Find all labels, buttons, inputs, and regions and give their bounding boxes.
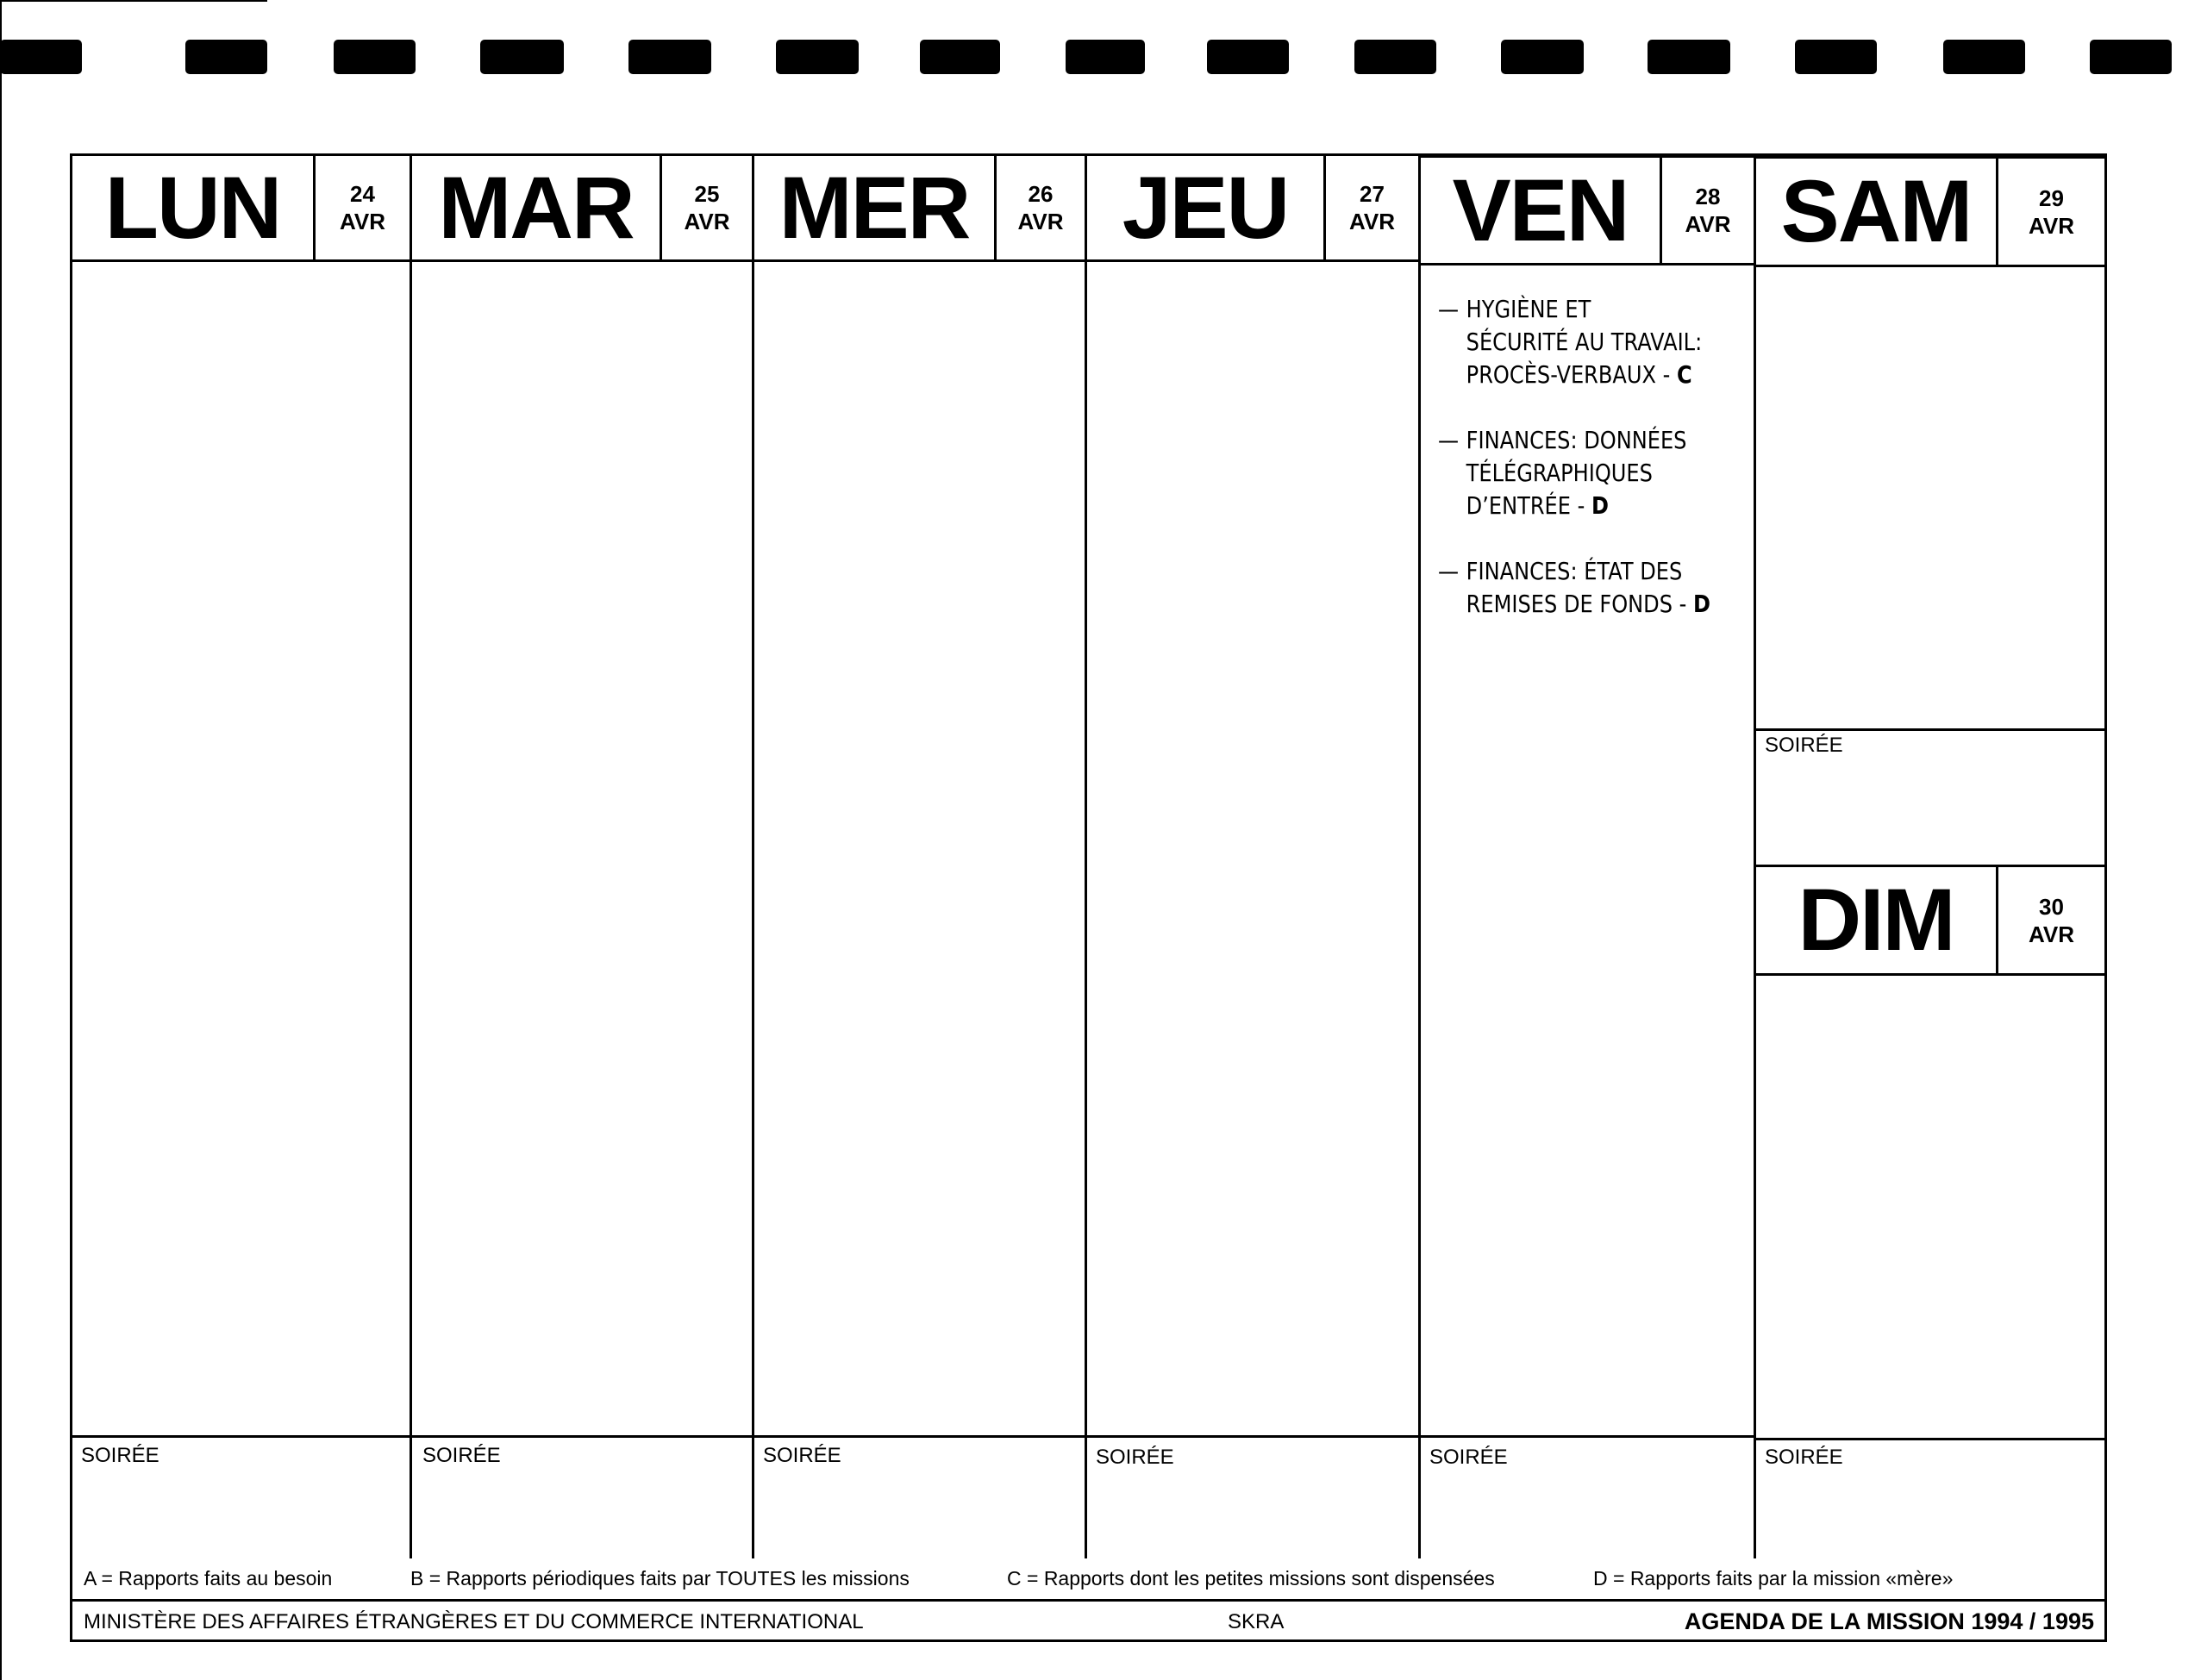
punch-hole: [1354, 40, 1436, 74]
day-number: 26: [1028, 181, 1054, 207]
note-line: PROCÈS-VERBAUX -: [1466, 360, 1671, 389]
punch-hole: [628, 40, 711, 74]
note-code: C: [1677, 360, 1692, 389]
day-date: [316, 156, 410, 259]
day-header-sunday: [1754, 865, 2107, 976]
punch-hole: [480, 40, 564, 74]
punch-hole: [920, 40, 1000, 74]
evening-label-monday: SOIRÉE: [81, 1444, 159, 1467]
note-line: SÉCURITÉ AU TRAVAIL:: [1466, 328, 1703, 356]
punch-hole: [776, 40, 859, 74]
legend-a: A = Rapports faits au besoin: [84, 1567, 333, 1589]
column-divider: [410, 153, 412, 1558]
footer-row: [72, 1602, 2104, 1639]
form-code: SKRA: [1228, 1610, 1285, 1633]
day-month: AVR: [684, 209, 730, 234]
day-number: 29: [2039, 184, 2064, 211]
note-dash: —: [1438, 426, 1460, 454]
legend-d: D = Rapports faits par la mission «mère»: [1593, 1567, 1954, 1589]
evening-label-tuesday: SOIRÉE: [422, 1444, 501, 1467]
day-name: SAM: [1756, 159, 1998, 265]
punch-hole: [1648, 40, 1730, 74]
day-header-tuesday: [410, 153, 754, 262]
day-number: 24: [350, 181, 375, 207]
evening-label-saturday: SOIRÉE: [1765, 734, 1843, 757]
note-code: D: [1693, 590, 1710, 618]
friday-report-notes: [1438, 293, 1720, 653]
top-edge-line: [0, 0, 267, 2]
day-number: 28: [1695, 184, 1721, 209]
punch-hole: [1501, 40, 1584, 74]
punch-hole: [185, 40, 267, 74]
punch-hole: [1207, 40, 1289, 74]
day-date: [1998, 159, 2104, 265]
column-divider: [1418, 153, 1421, 1558]
day-name: MER: [754, 156, 997, 259]
note-line: REMISES DE FONDS -: [1466, 590, 1687, 618]
day-name: LUN: [72, 156, 316, 259]
day-header-wednesday: [752, 153, 1087, 262]
left-edge-line: [0, 0, 2, 1680]
punch-hole: [2090, 40, 2172, 74]
day-date: [997, 156, 1085, 259]
note-code: D: [1591, 491, 1609, 520]
day-header-saturday: [1754, 156, 2107, 267]
day-month: AVR: [1685, 211, 1731, 237]
day-header-thursday: [1085, 153, 1421, 262]
agenda-title: AGENDA DE LA MISSION 1994 / 1995: [1684, 1608, 2094, 1634]
evening-label-thursday: SOIRÉE: [1096, 1446, 1174, 1469]
legend-b: B = Rapports périodiques faits par TOUTES les missions: [410, 1567, 910, 1589]
note-line: D’ENTRÉE -: [1466, 491, 1585, 520]
column-divider: [752, 153, 754, 1558]
evening-label-sunday: SOIRÉE: [1765, 1446, 1843, 1469]
day-month: AVR: [2029, 921, 2074, 947]
note-line: TÉLÉGRAPHIQUES: [1466, 459, 1653, 487]
day-date: [1662, 158, 1754, 263]
day-name: JEU: [1087, 156, 1326, 259]
punch-hole: [0, 40, 82, 74]
evening-label-wednesday: SOIRÉE: [763, 1444, 841, 1467]
day-month: AVR: [340, 209, 385, 234]
day-month: AVR: [1349, 209, 1395, 234]
day-number: 30: [2039, 893, 2064, 920]
saturday-evening-separator: [1754, 728, 2104, 731]
day-date: [1326, 156, 1418, 259]
day-header-friday: [1418, 155, 1756, 265]
punch-hole: [334, 40, 416, 74]
column-divider: [1754, 153, 1756, 1558]
day-name: DIM: [1756, 867, 1998, 973]
day-date: [662, 156, 752, 259]
punch-hole: [1943, 40, 2025, 74]
note-line: HYGIÈNE ET: [1466, 295, 1591, 323]
report-note: [1438, 424, 1720, 522]
evening-separator: [1754, 1438, 2104, 1440]
note-dash: —: [1438, 295, 1460, 323]
day-number: 27: [1360, 181, 1385, 207]
day-name: MAR: [412, 156, 662, 259]
note-line: FINANCES: DONNÉES: [1466, 426, 1687, 454]
day-month: AVR: [1017, 209, 1064, 234]
ministry-name: MINISTÈRE DES AFFAIRES ÉTRANGÈRES ET DU COMMERCE INTERNATIONAL: [84, 1610, 864, 1633]
punch-hole: [1066, 40, 1145, 74]
legend-row: [72, 1558, 2104, 1602]
evening-label-friday: SOIRÉE: [1429, 1446, 1508, 1469]
report-note: [1438, 555, 1720, 621]
column-divider: [1085, 153, 1087, 1558]
punch-hole: [1795, 40, 1877, 74]
note-dash: —: [1438, 557, 1460, 585]
note-line: FINANCES: ÉTAT DES: [1466, 557, 1683, 585]
report-note: [1438, 293, 1720, 391]
day-date: [1998, 867, 2104, 973]
evening-separator: [72, 1435, 1754, 1438]
day-name: VEN: [1421, 158, 1662, 263]
legend-c: C = Rapports dont les petites missions sont dispensées: [1007, 1567, 1495, 1589]
day-month: AVR: [2029, 212, 2074, 239]
day-header-monday: [70, 153, 412, 262]
day-number: 25: [694, 181, 720, 207]
